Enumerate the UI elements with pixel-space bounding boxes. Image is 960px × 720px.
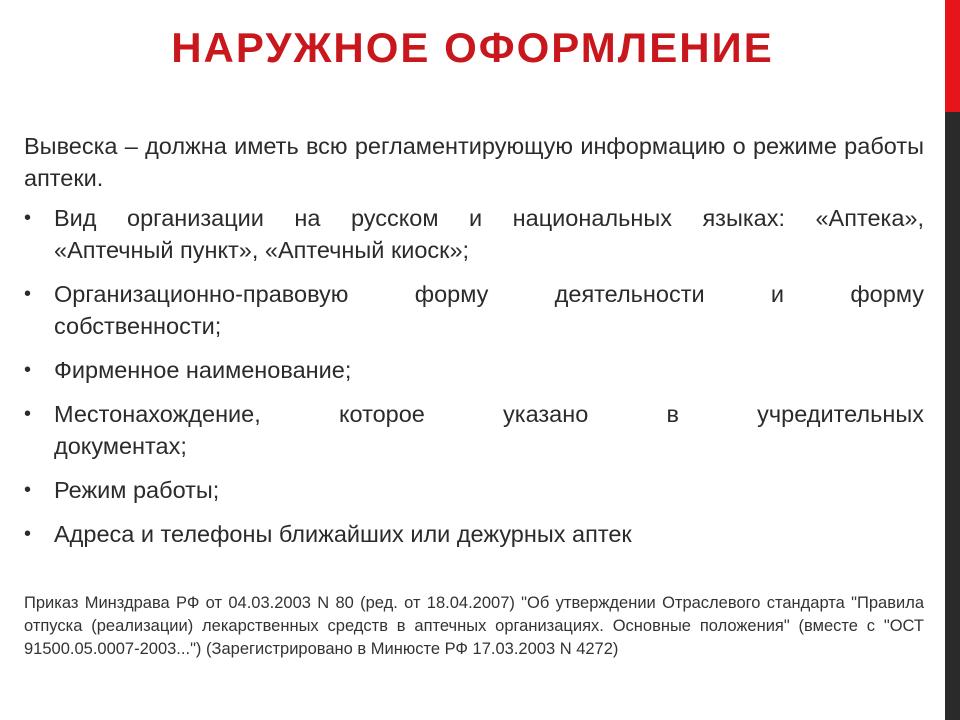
list-item bbox=[24, 518, 924, 550]
reference-footnote: Приказ Минздрава РФ от 04.03.2003 N 80 (ред. от 18.04.2007) "Об утверждении Отраслевого стандарта "Правила отпуска (реализации) лекарственных средств в аптечных организациях. Основные положения" (вместе с "ОСТ 91500.05.0007-2003...") (Зарегистрировано в Минюсте РФ 17.03.2003 N 4272) bbox=[24, 594, 924, 658]
list-item-line: собственности; bbox=[54, 313, 222, 339]
list-item bbox=[24, 354, 924, 386]
list-item-line: документах; bbox=[54, 433, 187, 459]
list-item bbox=[24, 474, 924, 506]
list-item-line: Вид организации на русском и национальных языках: «Аптека», bbox=[54, 205, 924, 231]
list-item-line: Режим работы; bbox=[54, 477, 220, 503]
list-item-line: Организационно-правовую форму деятельности и форму bbox=[54, 281, 924, 307]
bullet-icon: • bbox=[24, 403, 32, 425]
bullet-icon: • bbox=[24, 479, 32, 501]
bullet-icon: • bbox=[24, 207, 32, 229]
intro-text: Вывеска – должна иметь всю регламентирующую информацию о режиме работы аптеки. bbox=[24, 133, 924, 191]
bullet-icon: • bbox=[24, 359, 32, 381]
requirements-list bbox=[24, 202, 924, 550]
accent-bar-dark bbox=[945, 112, 960, 720]
list-item-line: «Аптечный пункт», «Аптечный киоск»; bbox=[54, 237, 470, 263]
slide-content bbox=[24, 130, 924, 562]
list-item-line: Фирменное наименование; bbox=[54, 357, 352, 383]
list-item bbox=[24, 202, 924, 266]
slide-title: НАРУЖНОЕ ОФОРМЛЕНИЕ bbox=[171, 24, 774, 71]
list-item-line: Местонахождение, которое указано в учредительных bbox=[54, 401, 924, 427]
list-item bbox=[24, 398, 924, 462]
list-item-line: Адреса и телефоны ближайших или дежурных аптек bbox=[54, 521, 632, 547]
bullet-icon: • bbox=[24, 283, 32, 305]
bullet-icon: • bbox=[24, 523, 32, 545]
accent-bar-red bbox=[945, 0, 960, 112]
list-item bbox=[24, 278, 924, 342]
